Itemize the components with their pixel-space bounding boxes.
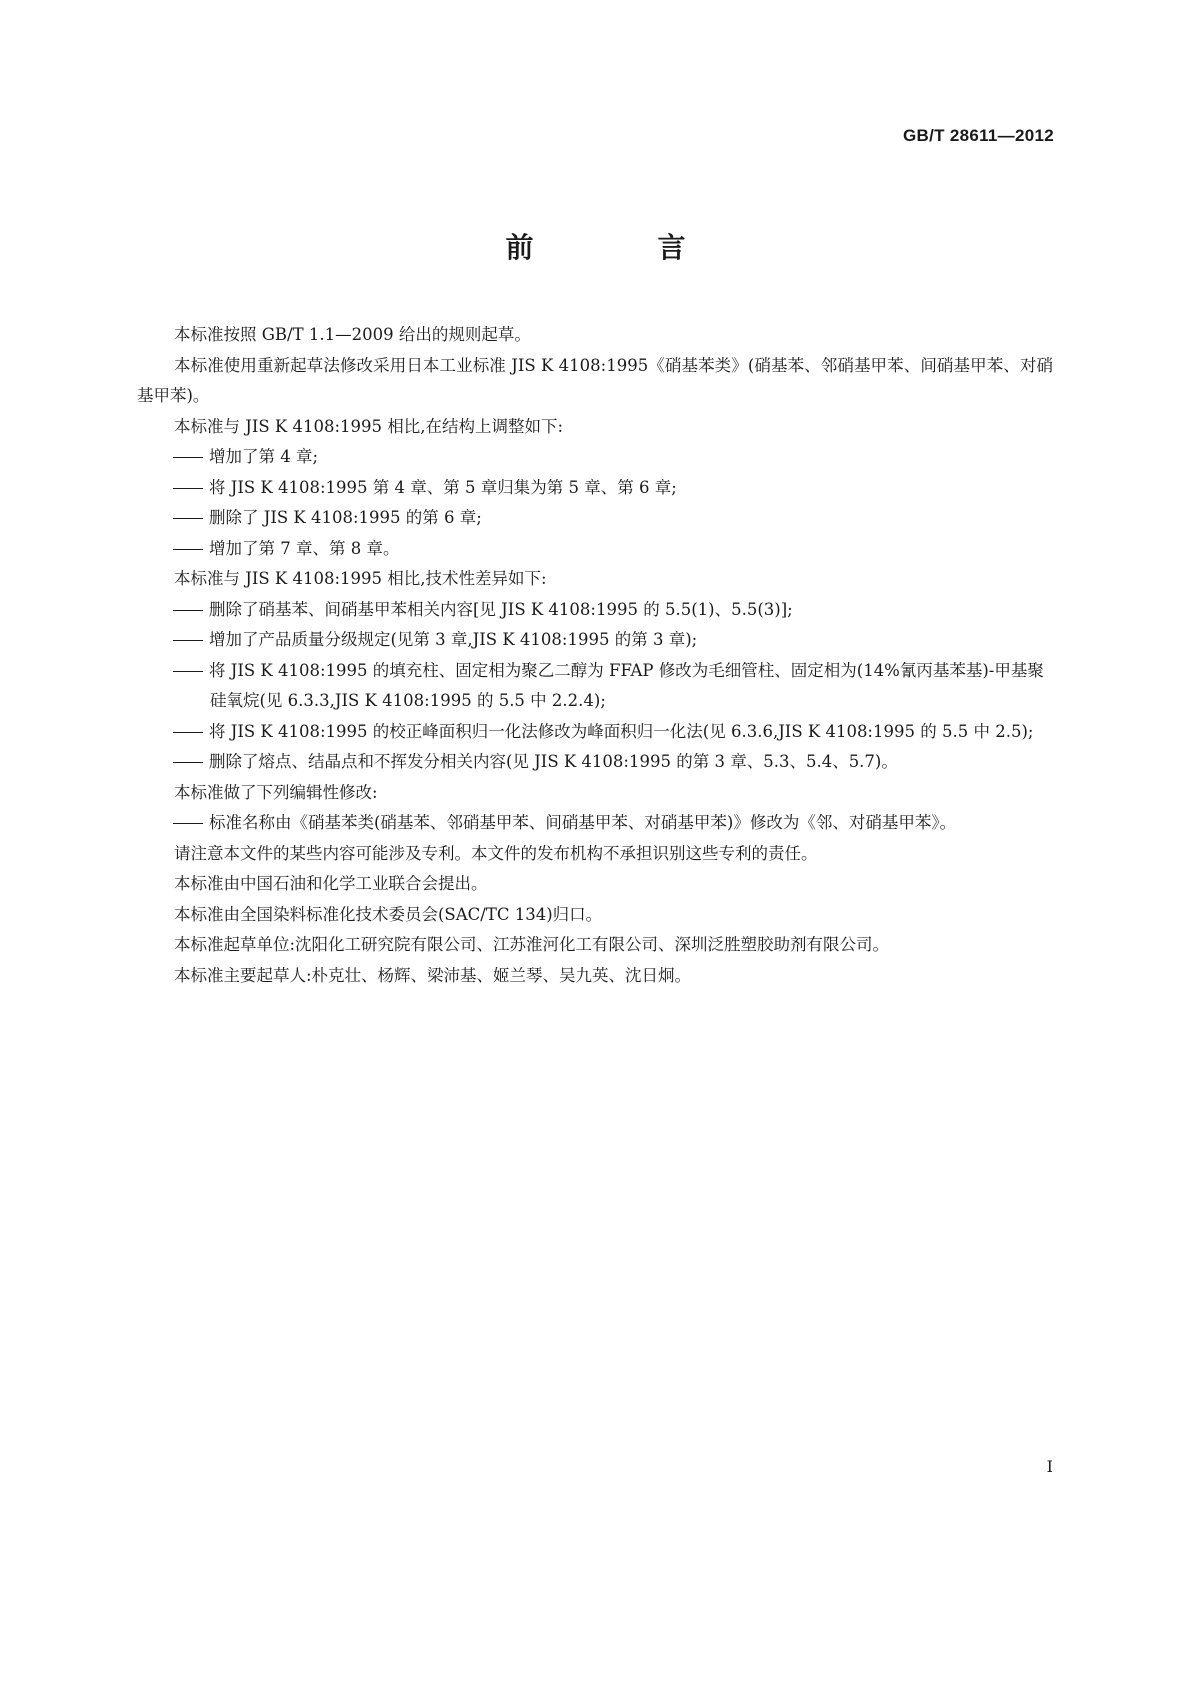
paragraph-editorial-intro: 本标准做了下列编辑性修改: (174, 782, 378, 802)
foreword-body (137, 320, 1053, 991)
technical-item (137, 656, 1053, 717)
technical-item-text: 将 JIS K 4108:1995 的填充柱、固定相为聚乙二醇为 FFAP 修改为毛细管柱、固定相为(14%氰丙基苯基)-甲基聚硅氧烷(见 6.3.3,JIS K 4108:1995 的 5.5 中 2.2.4); (209, 660, 1044, 710)
page-title: 前 言 (505, 231, 734, 264)
dash-marker (173, 457, 203, 458)
editorial-item-text: 标准名称由《硝基苯类(硝基苯、邻硝基甲苯、间硝基甲苯、对硝基甲苯)》修改为《邻、对硝基甲苯》。 (209, 813, 957, 832)
dash-marker (173, 640, 203, 641)
structure-item-text: 删除了 JIS K 4108:1995 的第 6 章; (209, 508, 482, 527)
structure-item (137, 503, 1053, 534)
dash-marker (173, 488, 203, 489)
dash-marker (173, 518, 203, 519)
technical-item-text: 增加了产品质量分级规定(见第 3 章,JIS K 4108:1995 的第 3 章); (209, 630, 698, 649)
paragraph-technical-intro: 本标准与 JIS K 4108:1995 相比,技术性差异如下: (174, 569, 547, 588)
paragraph-drafters: 本标准主要起草人:朴克壮、杨辉、梁沛基、姬兰琴、吴九英、沈日炯。 (174, 965, 692, 985)
technical-item-text: 删除了熔点、结晶点和不挥发分相关内容(见 JIS K 4108:1995 的第 3 章、5.3、5.4、5.7)。 (209, 752, 898, 771)
paragraph-adoption: 本标准使用重新起草法修改采用日本工业标准 JIS K 4108:1995《硝基苯类》(硝基苯、邻硝基甲苯、间硝基甲苯、对硝基甲苯)。 (137, 355, 1053, 405)
paragraph-committee: 本标准由全国染料标准化技术委员会(SAC/TC 134)归口。 (174, 904, 603, 924)
technical-item (137, 717, 1053, 748)
dash-marker (173, 610, 203, 611)
structure-item-text: 增加了第 7 章、第 8 章。 (209, 538, 400, 558)
paragraph-drafting-rules: 本标准按照 GB/T 1.1—2009 给出的规则起草。 (174, 325, 531, 344)
dash-marker (173, 732, 203, 733)
structure-item (137, 534, 1053, 565)
technical-item (137, 747, 1053, 778)
structure-item (137, 442, 1053, 473)
technical-item (137, 595, 1053, 626)
technical-item (137, 625, 1053, 656)
paragraph-proposer: 本标准由中国石油和化学工业联合会提出。 (174, 874, 488, 893)
dash-marker (173, 671, 203, 672)
dash-marker (173, 823, 203, 824)
page-number: I (1046, 1457, 1053, 1476)
structure-item-text: 将 JIS K 4108:1995 第 4 章、第 5 章归集为第 5 章、第 6 章; (209, 477, 677, 497)
dash-marker (173, 549, 203, 550)
technical-item-text: 将 JIS K 4108:1995 的校正峰面积归一化法修改为峰面积归一化法(见 6.3.6,JIS K 4108:1995 的 5.5 中 2.5); (209, 721, 1034, 741)
paragraph-structure-intro: 本标准与 JIS K 4108:1995 相比,在结构上调整如下: (174, 416, 564, 436)
technical-item-text: 删除了硝基苯、间硝基甲苯相关内容[见 JIS K 4108:1995 的 5.5(1)、5.5(3)]; (209, 599, 793, 619)
editorial-item (137, 808, 1053, 839)
structure-item-text: 增加了第 4 章; (209, 447, 319, 466)
paragraph-drafting-units: 本标准起草单位:沈阳化工研究院有限公司、江苏淮河化工有限公司、深圳泛胜塑胶助剂有限公司。 (174, 935, 890, 954)
paragraph-patent-notice: 请注意本文件的某些内容可能涉及专利。本文件的发布机构不承担识别这些专利的责任。 (174, 843, 818, 863)
standard-code: GB/T 28611—2012 (903, 126, 1054, 145)
dash-marker (173, 762, 203, 763)
structure-item (137, 473, 1053, 504)
